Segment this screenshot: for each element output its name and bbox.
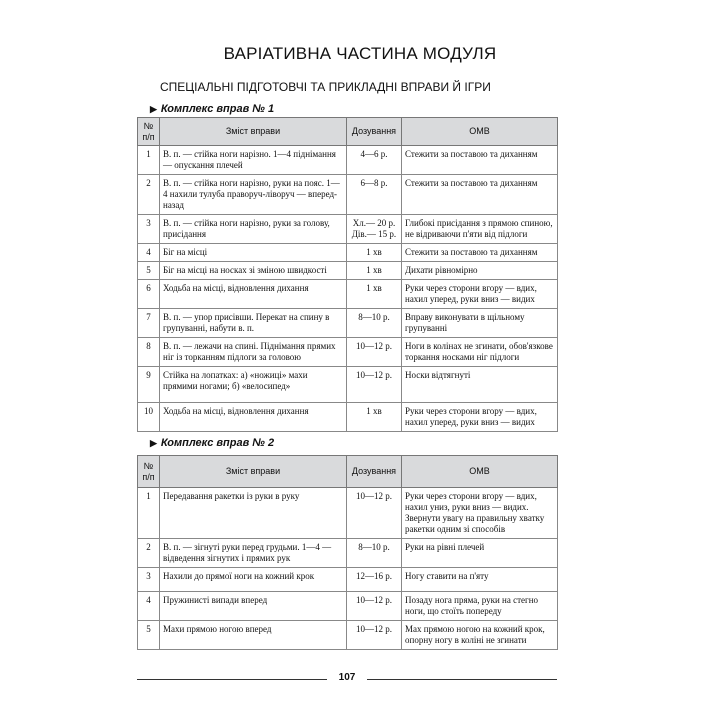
dosage: 10—12 р. — [347, 621, 402, 650]
row-number: 5 — [138, 621, 160, 650]
omv-note: Стежити за поставою та диханням — [402, 146, 558, 175]
row-number: 8 — [138, 338, 160, 367]
table-row — [138, 146, 558, 175]
dosage: 12—16 р. — [347, 568, 402, 592]
table-row — [138, 244, 558, 262]
exercise-table-2 — [137, 455, 558, 650]
exercise-content: В. п. — стійка ноги нарізно, руки за голову, присідання — [160, 215, 347, 244]
omv-note: Руки на рівні плечей — [402, 539, 558, 568]
omv-note: Ноги в колінах не згинати, обов'язкове торкання носками ніг підлоги — [402, 338, 558, 367]
omv-note: Позаду нога пряма, руки на стегно ноги, що стоїть попереду — [402, 592, 558, 621]
table-row — [138, 592, 558, 621]
exercise-content: Біг на місці на носках зі зміною швидкості — [160, 262, 347, 280]
page-number: 107 — [338, 672, 356, 683]
dosage: 6—8 р. — [347, 175, 402, 215]
exercise-content: Пружинисті випади вперед — [160, 592, 347, 621]
footer-rule-right — [367, 679, 557, 680]
row-number: 1 — [138, 488, 160, 539]
exercise-content: Біг на місці — [160, 244, 347, 262]
exercise-content: В. п. — стійка ноги нарізно. 1—4 піднімання — опускання плечей — [160, 146, 347, 175]
row-number: 6 — [138, 280, 160, 309]
row-number: 7 — [138, 309, 160, 338]
row-number: 10 — [138, 403, 160, 432]
exercise-content: В. п. — упор присівши. Перекат на спину в групуванні, набути в. п. — [160, 309, 347, 338]
row-number: 5 — [138, 262, 160, 280]
row-number: 1 — [138, 146, 160, 175]
table-row — [138, 403, 558, 432]
table-row — [138, 215, 558, 244]
omv-note: Ногу ставити на п'яту — [402, 568, 558, 592]
header-number: № п/п — [138, 456, 160, 488]
table-row — [138, 175, 558, 215]
triangle-marker-icon: ▶ — [150, 438, 157, 448]
row-number: 2 — [138, 539, 160, 568]
omv-note: Вправу виконувати в щільному групуванні — [402, 309, 558, 338]
dosage: Хл.— 20 р. Дів.— 15 р. — [347, 215, 402, 244]
dosage: 8—10 р. — [347, 539, 402, 568]
header-content: Зміст вправи — [160, 118, 347, 146]
complex-2-label-text: Комплекс вправ № 2 — [160, 437, 275, 449]
dosage: 10—12 р. — [347, 367, 402, 403]
row-number: 2 — [138, 175, 160, 215]
page-footer — [137, 672, 557, 686]
omv-note: Руки через сторони вгору — вдих, нахил униз, руки вниз — видих. Звернути увагу на правильну хватку ракетки одним зі способів — [402, 488, 558, 539]
dosage: 4—6 р. — [347, 146, 402, 175]
omv-note: Носки відтягнуті — [402, 367, 558, 403]
table-row — [138, 568, 558, 592]
header-dosage: Дозування — [347, 456, 402, 488]
row-number: 4 — [138, 244, 160, 262]
exercise-content: Ходьба на місці, відновлення дихання — [160, 403, 347, 432]
table-row — [138, 338, 558, 367]
exercise-content: Передавання ракетки із руки в руку — [160, 488, 347, 539]
complex-1-label-text: Комплекс вправ № 1 — [160, 103, 275, 115]
exercise-content: Ходьба на місці, відновлення дихання — [160, 280, 347, 309]
omv-note: Дихати рівномірно — [402, 262, 558, 280]
header-omv: ОМВ — [402, 118, 558, 146]
omv-note: Руки через сторони вгору — вдих, нахил уперед, руки вниз — видих — [402, 403, 558, 432]
table-row — [138, 621, 558, 650]
header-content: Зміст вправи — [160, 456, 347, 488]
complex-2-label — [150, 437, 274, 449]
omv-note: Руки через сторони вгору — вдих, нахил уперед, руки вниз — видих — [402, 280, 558, 309]
dosage: 1 хв — [347, 280, 402, 309]
table-row — [138, 262, 558, 280]
dosage: 10—12 р. — [347, 338, 402, 367]
dosage: 1 хв — [347, 403, 402, 432]
dosage: 1 хв — [347, 244, 402, 262]
omv-note: Стежити за поставою та диханням — [402, 244, 558, 262]
dosage: 8—10 р. — [347, 309, 402, 338]
exercise-content: Махи прямою ногою вперед — [160, 621, 347, 650]
section-subtitle: СПЕЦІАЛЬНІ ПІДГОТОВЧІ ТА ПРИКЛАДНІ ВПРАВИ Й ІГРИ — [160, 80, 491, 94]
header-omv: ОМВ — [402, 456, 558, 488]
triangle-marker-icon: ▶ — [150, 104, 157, 114]
row-number: 3 — [138, 568, 160, 592]
row-number: 4 — [138, 592, 160, 621]
exercise-content: В. п. — лежачи на спині. Піднімання прямих ніг із торканням підлоги за головою — [160, 338, 347, 367]
omv-note: Мах прямою ногою на кожний крок, опорну ногу в коліні не згинати — [402, 621, 558, 650]
table-row — [138, 367, 558, 403]
complex-1-label — [150, 103, 274, 115]
table-row — [138, 539, 558, 568]
header-dosage: Дозування — [347, 118, 402, 146]
page-title: ВАРІАТИВНА ЧАСТИНА МОДУЛЯ — [223, 44, 497, 63]
dosage: 10—12 р. — [347, 488, 402, 539]
exercise-content: Нахили до прямої ноги на кожний крок — [160, 568, 347, 592]
exercise-content: В. п. — стійка ноги нарізно, руки на пояс. 1—4 нахили тулуба праворуч-ліворуч — вперед-назад — [160, 175, 347, 215]
exercise-table-1 — [137, 117, 558, 432]
table-row — [138, 488, 558, 539]
table-row — [138, 309, 558, 338]
table-row — [138, 280, 558, 309]
exercise-content: Стійка на лопатках: а) «ножиці» махи прямими ногами; б) «велосипед» — [160, 367, 347, 403]
header-number: № п/п — [138, 118, 160, 146]
row-number: 3 — [138, 215, 160, 244]
dosage: 10—12 р. — [347, 592, 402, 621]
dosage: 1 хв — [347, 262, 402, 280]
omv-note: Стежити за поставою та диханням — [402, 175, 558, 215]
row-number: 9 — [138, 367, 160, 403]
exercise-content: В. п. — зігнуті руки перед грудьми. 1—4 — відведення зігнутих і прямих рук — [160, 539, 347, 568]
omv-note: Глибокі присідання з прямою спиною, не відриваючи п'яти від підлоги — [402, 215, 558, 244]
